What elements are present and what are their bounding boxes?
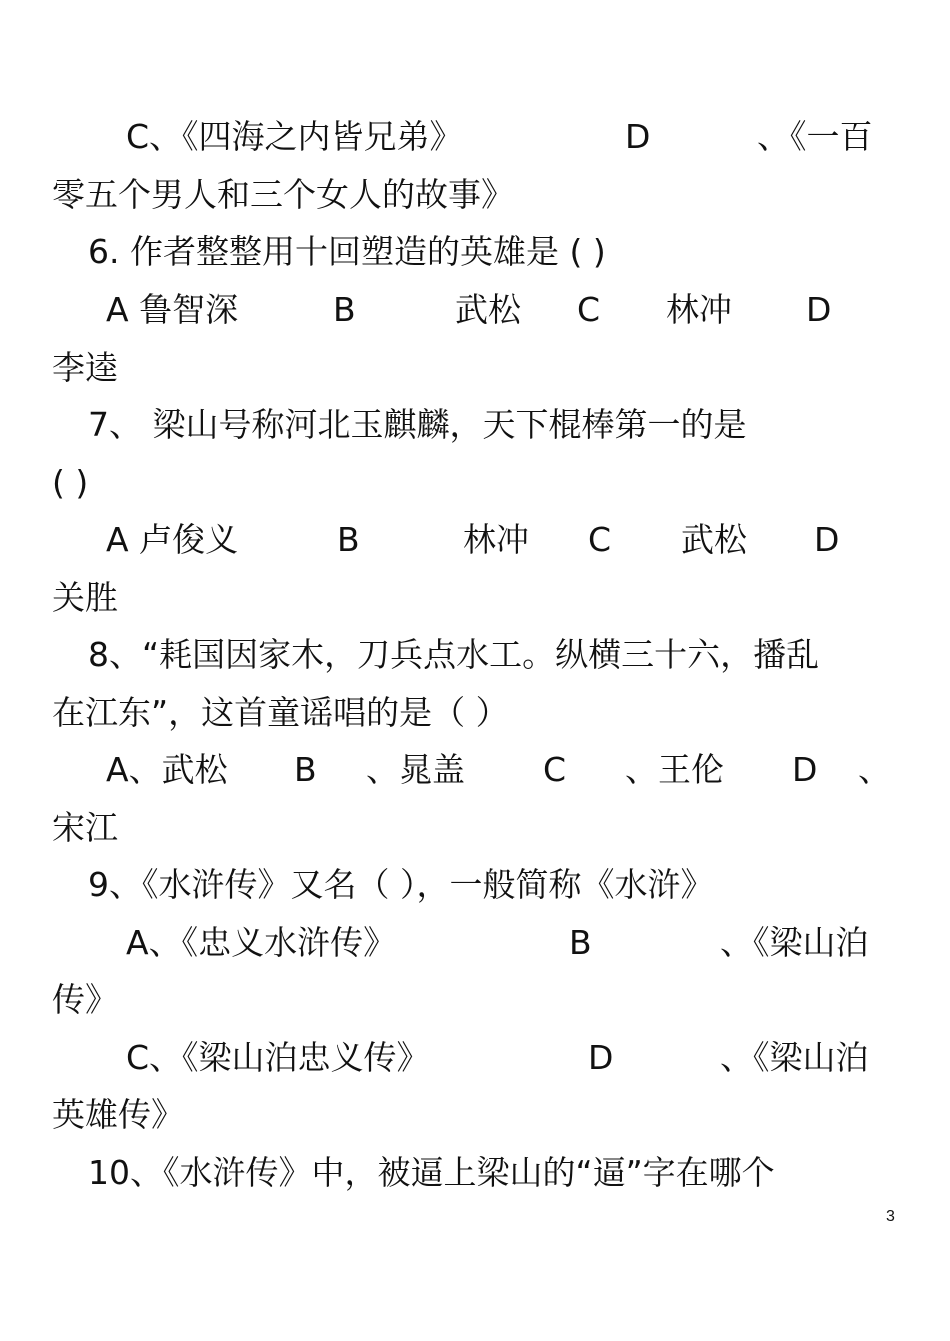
q6-option-c-letter: C — [577, 290, 601, 329]
q6-option-a: A 鲁智深 — [106, 290, 239, 329]
q7-option-c-letter: C — [588, 520, 612, 559]
q5-option-d-letter: D — [625, 117, 651, 156]
q6-option-d-text: 李逵 — [52, 348, 118, 387]
q8-stem: 8、“耗国因家木，刀兵点水工。纵横三十六，播乱 — [88, 635, 820, 674]
q7-paren: ( ) — [52, 463, 89, 502]
q8-option-a: A、武松 — [106, 750, 228, 789]
q9-option-b-letter: B — [569, 923, 592, 962]
q7-option-d-text: 关胜 — [52, 578, 118, 617]
q8-option-d-letter: D — [792, 750, 818, 789]
q8-option-c-text: 、王伦 — [625, 750, 724, 789]
q8-option-b-text: 、晁盖 — [366, 750, 465, 789]
q8-option-c-letter: C — [543, 750, 567, 789]
q9-option-d-text: 、《梁山泊 — [720, 1038, 869, 1077]
q5-option-c: C、《四海之内皆兄弟》 — [126, 117, 463, 156]
q7-option-c-text: 武松 — [681, 520, 747, 559]
q8-option-d-text: 宋江 — [52, 808, 118, 847]
q5-option-d-text-cont: 零五个男人和三个女人的故事》 — [52, 175, 514, 214]
q9-option-b-text-cont: 传》 — [52, 980, 118, 1019]
q7-option-b-text: 林冲 — [463, 520, 529, 559]
q7-option-d-letter: D — [814, 520, 840, 559]
q6-option-b-letter: B — [333, 290, 356, 329]
q7-stem: 7、 梁山号称河北玉麒麟，天下棍棒第一的是 — [88, 405, 747, 444]
q7-option-a: A 卢俊义 — [106, 520, 239, 559]
q5-option-d-text: 、《一百 — [757, 117, 873, 156]
q9-option-a: A、《忠义水浒传》 — [126, 923, 397, 962]
q8-option-d-sep: 、 — [858, 750, 891, 789]
q8-stem-cont: 在江东”，这首童谣唱的是（ ） — [52, 693, 509, 732]
q8-option-b-letter: B — [294, 750, 317, 789]
q6-option-d-letter: D — [806, 290, 832, 329]
q9-stem: 9、《水浒传》又名（ ），一般简称《水浒》 — [88, 865, 714, 904]
page-number: 3 — [886, 1208, 895, 1225]
q9-option-d-letter: D — [588, 1038, 614, 1077]
q9-option-d-text-cont: 英雄传》 — [52, 1095, 184, 1134]
q10-stem: 10、《水浒传》中，被逼上梁山的“逼”字在哪个 — [88, 1153, 775, 1192]
q9-option-b-text: 、《梁山泊 — [720, 923, 869, 962]
q6-stem: 6. 作者整整用十回塑造的英雄是 ( ) — [88, 232, 606, 271]
q7-option-b-letter: B — [337, 520, 360, 559]
q9-option-c: C、《梁山泊忠义传》 — [126, 1038, 430, 1077]
q6-option-b-text: 武松 — [455, 290, 521, 329]
q6-option-c-text: 林冲 — [666, 290, 732, 329]
